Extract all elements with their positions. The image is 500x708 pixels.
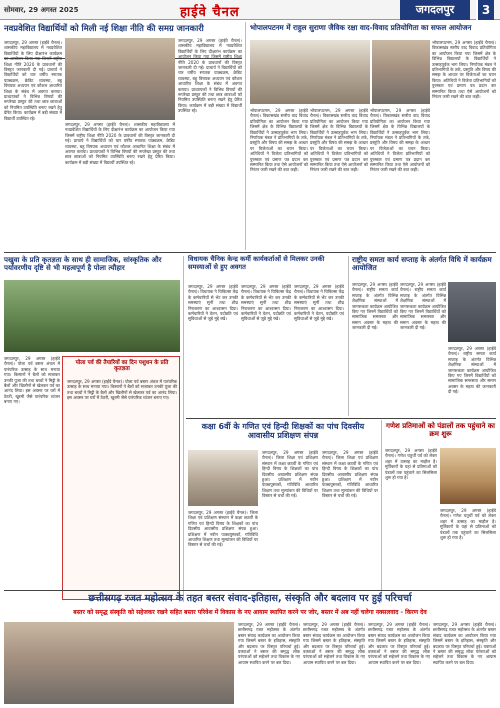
story3-box-title: पोला पर्व की तैयारियों का दिन पशुधन के प्रति कृतज्ञता <box>75 360 169 373</box>
story4-col1: जगदलपुर, 29 अगस्त (हाईवे चैनल)। विधायक ने चिकित्सा केंद्र के कर्मचारियों से भेंट कर उनकी समस्याएं सुनीं तथा शीघ्र निराकरण का आश्वासन दिया। कर्मचारियों ने वेतन, पदोन्नति एवं सुविधाओं से जुड़े मुद्दे रखे। <box>188 284 238 322</box>
story5-headline: राष्ट्रीय समता कार्य सप्ताह के अंतर्गत विधि में कार्यक्रम आयोजित <box>352 255 492 273</box>
story1-col3: जगदलपुर, 29 अगस्त (हाईवे चैनल)। शासकीय महाविद्यालय में नवप्रवेशित विद्यार्थियों के लिए दीक्षारंभ कार्यक्रम का आयोजन किया गया जिसमें राष्ट्रीय शिक्षा नीति 2020 के प्रावधानों की विस्तृत जानकारी दी गई। प्राचार्य ने विद्यार्थियों को चार वर्षीय स्नातक पाठ्यक्रम, क्रेडिट व्यवस्था, बहु विषयक अध्ययन एवं कौशल आधारित शिक्षा के संबंध में अवगत कराया। प्राध्यापकों ने विभिन्न विषयों की रूपरेखा प्रस्तुत की तथा छात्र छात्राओं को नियमित उपस्थिति बनाए रखने हेतु प्रेरित किया। कार्यक्रम में बड़ी संख्या में विद्यार्थी उपस्थित रहे। <box>178 38 242 114</box>
story8-col1: जगदलपुर, 29 अगस्त (हाईवे चैनल)। छत्तीसगढ़ रजत महोत्सव के अंतर्गत बस्तर संवाद कार्यक्रम का आयोजन किया गया जिसमें बस्तर के इतिहास, संस्कृति और बदलाव पर विस्तृत परिचर्चा हुई। वक्ताओं ने बस्तर की समृद्ध लोक परंपराओं को सहेजने तथा विकास के नए आयाम स्थापित करने पर बल दिया। <box>238 622 300 665</box>
story5-col3: जगदलपुर, 29 अगस्त (हाईवे चैनल)। राष्ट्रीय समता कार्य सप्ताह के अंतर्गत विभिन्न शैक्षणिक संस्थाओं में जागरूकता कार्यक्रम आयोजित किए गए जिनमें विद्यार्थियों को सामाजिक समरसता और समान अवसर के महत्व की जानकारी दी गई। <box>448 346 496 395</box>
story8-col2: जगदलपुर, 29 अगस्त (हाईवे चैनल)। छत्तीसगढ़ रजत महोत्सव के अंतर्गत बस्तर संवाद कार्यक्रम का आयोजन किया गया जिसमें बस्तर के इतिहास, संस्कृति और बदलाव पर विस्तृत परिचर्चा हुई। वक्ताओं ने बस्तर की समृद्ध लोक परंपराओं को सहेजने तथा विकास के नए आयाम स्थापित करने पर बल दिया। <box>303 622 365 665</box>
story7-photo <box>440 448 496 504</box>
story4-col2: जगदलपुर, 29 अगस्त (हाईवे चैनल)। विधायक ने चिकित्सा केंद्र के कर्मचारियों से भेंट कर उनकी समस्याएं सुनीं तथा शीघ्र निराकरण का आश्वासन दिया। कर्मचारियों ने वेतन, पदोन्नति एवं सुविधाओं से जुड़े मुद्दे रखे। <box>241 284 291 322</box>
story7-col1: जगदलपुर, 29 अगस्त (हाईवे चैनल)। गणेश चतुर्थी पर्व को लेकर शहर में उत्साह का माहौल है। मूर्तिकारों के यहां से प्रतिमाओं को पंडालों तक पहुंचाने का सिलसिला शुरू हो गया है। <box>385 448 437 481</box>
story2-col1: भोपालपटनम, 29 अगस्त (हाईवे चैनल)। विकासखंड स्तरीय वाद विवाद प्रतियोगिता का आयोजन किया गया जिसमें क्षेत्र के विभिन्न विद्यालयों के विद्यार्थियों ने उत्साहपूर्वक भाग लिया। निर्णायक मंडल ने प्रतिभागियों के तर्क, प्रस्तुति और विषय की समझ के आधार पर विजेताओं का चयन किया। अतिथियों ने विजेता प्रतिभागियों को पुरस्कार एवं प्रमाण पत्र प्रदान कर सम्मानित किया तथा ऐसे आयोजनों को निरंतर जारी रखने की बात कही। <box>250 108 308 173</box>
story2-col-right: भोपालपटनम, 29 अगस्त (हाईवे चैनल)। विकासखंड स्तरीय वाद विवाद प्रतियोगिता का आयोजन किया गया जिसमें क्षेत्र के विभिन्न विद्यालयों के विद्यार्थियों ने उत्साहपूर्वक भाग लिया। निर्णायक मंडल ने प्रतिभागियों के तर्क, प्रस्तुति और विषय की समझ के आधार पर विजेताओं का चयन किया। अतिथियों ने विजेता प्रतिभागियों को पुरस्कार एवं प्रमाण पत्र प्रदान कर सम्मानित किया तथा ऐसे आयोजनों को निरंतर जारी रखने की बात कही। <box>432 40 496 100</box>
story8-col4: जगदलपुर, 29 अगस्त (हाईवे चैनल)। छत्तीसगढ़ रजत महोत्सव के अंतर्गत बस्तर संवाद कार्यक्रम का आयोजन किया गया जिसमें बस्तर के इतिहास, संस्कृति और बदलाव पर विस्तृत परिचर्चा हुई। वक्ताओं ने बस्तर की समृद्ध लोक परंपराओं को सहेजने तथा विकास के नए आयाम स्थापित करने पर बल दिया। <box>433 622 496 665</box>
story3-photo <box>4 280 180 352</box>
story1-col1: जगदलपुर, 29 अगस्त (हाईवे चैनल)। शासकीय महाविद्यालय में नवप्रवेशित विद्यार्थियों के लिए दीक्षारंभ कार्यक्रम का आयोजन किया गया जिसमें राष्ट्रीय शिक्षा नीति 2020 के प्रावधानों की विस्तृत जानकारी दी गई। प्राचार्य ने विद्यार्थियों को चार वर्षीय स्नातक पाठ्यक्रम, क्रेडिट व्यवस्था, बहु विषयक अध्ययन एवं कौशल आधारित शिक्षा के संबंध में अवगत कराया। प्राध्यापकों ने विभिन्न विषयों की रूपरेखा प्रस्तुत की तथा छात्र छात्राओं को नियमित उपस्थिति बनाए रखने हेतु प्रेरित किया। कार्यक्रम में बड़ी संख्या में विद्यार्थी उपस्थित रहे। <box>4 40 62 121</box>
story6-col0: जगदलपुर, 29 अगस्त (हाईवे चैनल)। जिला शिक्षा एवं प्रशिक्षण संस्थान में कक्षा छठवीं के गणित एवं हिन्दी विषय के शिक्षकों का पांच दिवसीय आवासीय प्रशिक्षण संपन्न हुआ। प्रशिक्षण में नवीन पाठ्यपुस्तकों, गतिविधि आधारित शिक्षण तथा मूल्यांकन की विधियों पर विस्तार से चर्चा की गई। <box>188 510 258 548</box>
story8-col3: जगदलपुर, 29 अगस्त (हाईवे चैनल)। छत्तीसगढ़ रजत महोत्सव के अंतर्गत बस्तर संवाद कार्यक्रम का आयोजन किया गया जिसमें बस्तर के इतिहास, संस्कृति और बदलाव पर विस्तृत परिचर्चा हुई। वक्ताओं ने बस्तर की समृद्ध लोक परंपराओं को सहेजने तथा विकास के नए आयाम स्थापित करने पर बल दिया। <box>368 622 430 665</box>
story7-col2: जगदलपुर, 29 अगस्त (हाईवे चैनल)। गणेश चतुर्थी पर्व को लेकर शहर में उत्साह का माहौल है। मूर्तिकारों के यहां से प्रतिमाओं को पंडालों तक पहुंचाने का सिलसिला शुरू हो गया है। <box>440 508 496 541</box>
column-divider <box>348 256 349 416</box>
story6-col2: जगदलपुर, 29 अगस्त (हाईवे चैनल)। जिला शिक्षा एवं प्रशिक्षण संस्थान में कक्षा छठवीं के गणित एवं हिन्दी विषय के शिक्षकों का पांच दिवसीय आवासीय प्रशिक्षण संपन्न हुआ। प्रशिक्षण में नवीन पाठ्यपुस्तकों, गतिविधि आधारित शिक्षण तथा मूल्यांकन की विधियों पर विस्तार से चर्चा की गई। <box>322 450 378 499</box>
story3-headline: पखुवा के प्रति कृतज्ञता के साथ ही सामाजिक, सांस्कृतिक और पर्यावरणीय दृष्टि से भी महत्वपूर्ण है पोला त्यौहार <box>4 256 162 273</box>
story6-photo <box>188 450 258 506</box>
city-tag: जगदलपुर <box>400 0 470 20</box>
story2-col3: भोपालपटनम, 29 अगस्त (हाईवे चैनल)। विकासखंड स्तरीय वाद विवाद प्रतियोगिता का आयोजन किया गया जिसमें क्षेत्र के विभिन्न विद्यालयों के विद्यार्थियों ने उत्साहपूर्वक भाग लिया। निर्णायक मंडल ने प्रतिभागियों के तर्क, प्रस्तुति और विषय की समझ के आधार पर विजेताओं का चयन किया। अतिथियों ने विजेता प्रतिभागियों को पुरस्कार एवं प्रमाण पत्र प्रदान कर सम्मानित किया तथा ऐसे आयोजनों को निरंतर जारी रखने की बात कही। <box>370 108 430 173</box>
page-number: 3 <box>476 0 494 20</box>
story2-headline: भोपालपटनम में राहुल सुराणा जैविक रक्षा वाद-विवाद प्रतियोगिता का सफल आयोजन <box>250 23 472 32</box>
issue-date: सोमवार, 29 अगस्त 2025 <box>4 6 79 14</box>
story5-col1: जगदलपुर, 29 अगस्त (हाईवे चैनल)। राष्ट्रीय समता कार्य सप्ताह के अंतर्गत विभिन्न शैक्षणिक संस्थाओं में जागरूकता कार्यक्रम आयोजित किए गए जिनमें विद्यार्थियों को सामाजिक समरसता और समान अवसर के महत्व की जानकारी दी गई। <box>352 282 398 331</box>
story6-headline: कक्षा 6वीं के गणित एवं हिन्दी शिक्षकों का पांच दिवसीय आवासीय प्रशिक्षण संपन्न <box>201 422 365 441</box>
story2-col2: भोपालपटनम, 29 अगस्त (हाईवे चैनल)। विकासखंड स्तरीय वाद विवाद प्रतियोगिता का आयोजन किया गया जिसमें क्षेत्र के विभिन्न विद्यालयों के विद्यार्थियों ने उत्साहपूर्वक भाग लिया। निर्णायक मंडल ने प्रतिभागियों के तर्क, प्रस्तुति और विषय की समझ के आधार पर विजेताओं का चयन किया। अतिथियों ने विजेता प्रतिभागियों को पुरस्कार एवं प्रमाण पत्र प्रदान कर सम्मानित किया तथा ऐसे आयोजनों को निरंतर जारी रखने की बात कही। <box>310 108 368 173</box>
story5-photo <box>448 282 496 342</box>
section-divider <box>186 418 496 419</box>
paper-name: हाईवे चैनल <box>180 5 240 20</box>
story2-photo-2 <box>372 40 430 104</box>
story1-headline: नवप्रवेशित विद्यार्थियों को मिली नई शिक्षा नीति की समग्र जानकारी <box>4 23 204 33</box>
story2-photo-1 <box>250 40 370 104</box>
story7-headline: गणेश प्रतिमाओं को पंडालों तक पहुंचाने का क्रम शुरू <box>386 422 495 439</box>
section-divider <box>4 590 496 591</box>
story4-col3: जगदलपुर, 29 अगस्त (हाईवे चैनल)। विधायक ने चिकित्सा केंद्र के कर्मचारियों से भेंट कर उनकी समस्याएं सुनीं तथा शीघ्र निराकरण का आश्वासन दिया। कर्मचारियों ने वेतन, पदोन्नति एवं सुविधाओं से जुड़े मुद्दे रखे। <box>294 284 344 322</box>
story1-photo <box>65 38 175 120</box>
story8-banner: बस्तर को समृद्ध संस्कृति को सहेजकर रखने सहित बस्तर परिवेश में विकास के नए आयाम स्थापित करने पर जोर, बस्तर में अब नहीं चलेगा नक्सलवाद - किरण देव <box>0 607 500 619</box>
story3-box-body: जगदलपुर, 29 अगस्त (हाईवे चैनल)। पोला पर्व बस्तर अंचल में पारंपरिक उत्साह के साथ मनाया गया। किसानों ने बैलों को सजाकर उनकी पूजा की तथा बच्चों ने मिट्टी के बैलों और खिलौनों से खेलकर पर्व का आनंद लिया। इस अवसर पर घरों में ठेठरी, खुरमी जैसे पारंपरिक व्यंजन बनाए गए। <box>67 379 177 401</box>
section-divider <box>4 252 496 253</box>
column-divider <box>381 420 382 602</box>
story3-box <box>62 356 180 600</box>
story8-headline: छत्तीसगढ़ रजत महोत्सव के तहत बस्तर संवाद-इतिहास, संस्कृति और बदलाव पर हुई परिचर्चा <box>88 593 412 604</box>
story5-col2: जगदलपुर, 29 अगस्त (हाईवे चैनल)। राष्ट्रीय समता कार्य सप्ताह के अंतर्गत विभिन्न शैक्षणिक संस्थाओं में जागरूकता कार्यक्रम आयोजित किए गए जिनमें विद्यार्थियों को सामाजिक समरसता और समान अवसर के महत्व की जानकारी दी गई। <box>400 282 446 331</box>
story6-col1: जगदलपुर, 29 अगस्त (हाईवे चैनल)। जिला शिक्षा एवं प्रशिक्षण संस्थान में कक्षा छठवीं के गणित एवं हिन्दी विषय के शिक्षकों का पांच दिवसीय आवासीय प्रशिक्षण संपन्न हुआ। प्रशिक्षण में नवीन पाठ्यपुस्तकों, गतिविधि आधारित शिक्षण तथा मूल्यांकन की विधियों पर विस्तार से चर्चा की गई। <box>262 450 318 499</box>
column-divider <box>245 22 246 250</box>
story8-photo <box>4 622 234 704</box>
masthead <box>0 0 500 20</box>
story1-col2: जगदलपुर, 29 अगस्त (हाईवे चैनल)। शासकीय महाविद्यालय में नवप्रवेशित विद्यार्थियों के लिए दीक्षारंभ कार्यक्रम का आयोजन किया गया जिसमें राष्ट्रीय शिक्षा नीति 2020 के प्रावधानों की विस्तृत जानकारी दी गई। प्राचार्य ने विद्यार्थियों को चार वर्षीय स्नातक पाठ्यक्रम, क्रेडिट व्यवस्था, बहु विषयक अध्ययन एवं कौशल आधारित शिक्षा के संबंध में अवगत कराया। प्राध्यापकों ने विभिन्न विषयों की रूपरेखा प्रस्तुत की तथा छात्र छात्राओं को नियमित उपस्थिति बनाए रखने हेतु प्रेरित किया। कार्यक्रम में बड़ी संख्या में विद्यार्थी उपस्थित रहे। <box>65 122 175 165</box>
story3-col1: जगदलपुर, 29 अगस्त (हाईवे चैनल)। पोला पर्व बस्तर अंचल में पारंपरिक उत्साह के साथ मनाया गया। किसानों ने बैलों को सजाकर उनकी पूजा की तथा बच्चों ने मिट्टी के बैलों और खिलौनों से खेलकर पर्व का आनंद लिया। इस अवसर पर घरों में ठेठरी, खुरमी जैसे पारंपरिक व्यंजन बनाए गए। <box>4 356 60 405</box>
column-divider <box>183 256 184 602</box>
story4-headline: विधायक चैनिक केन्द्र कर्मी कार्यकर्ताओं से मिलकर उनकी समस्याओं से हुए अवगत <box>188 255 325 271</box>
